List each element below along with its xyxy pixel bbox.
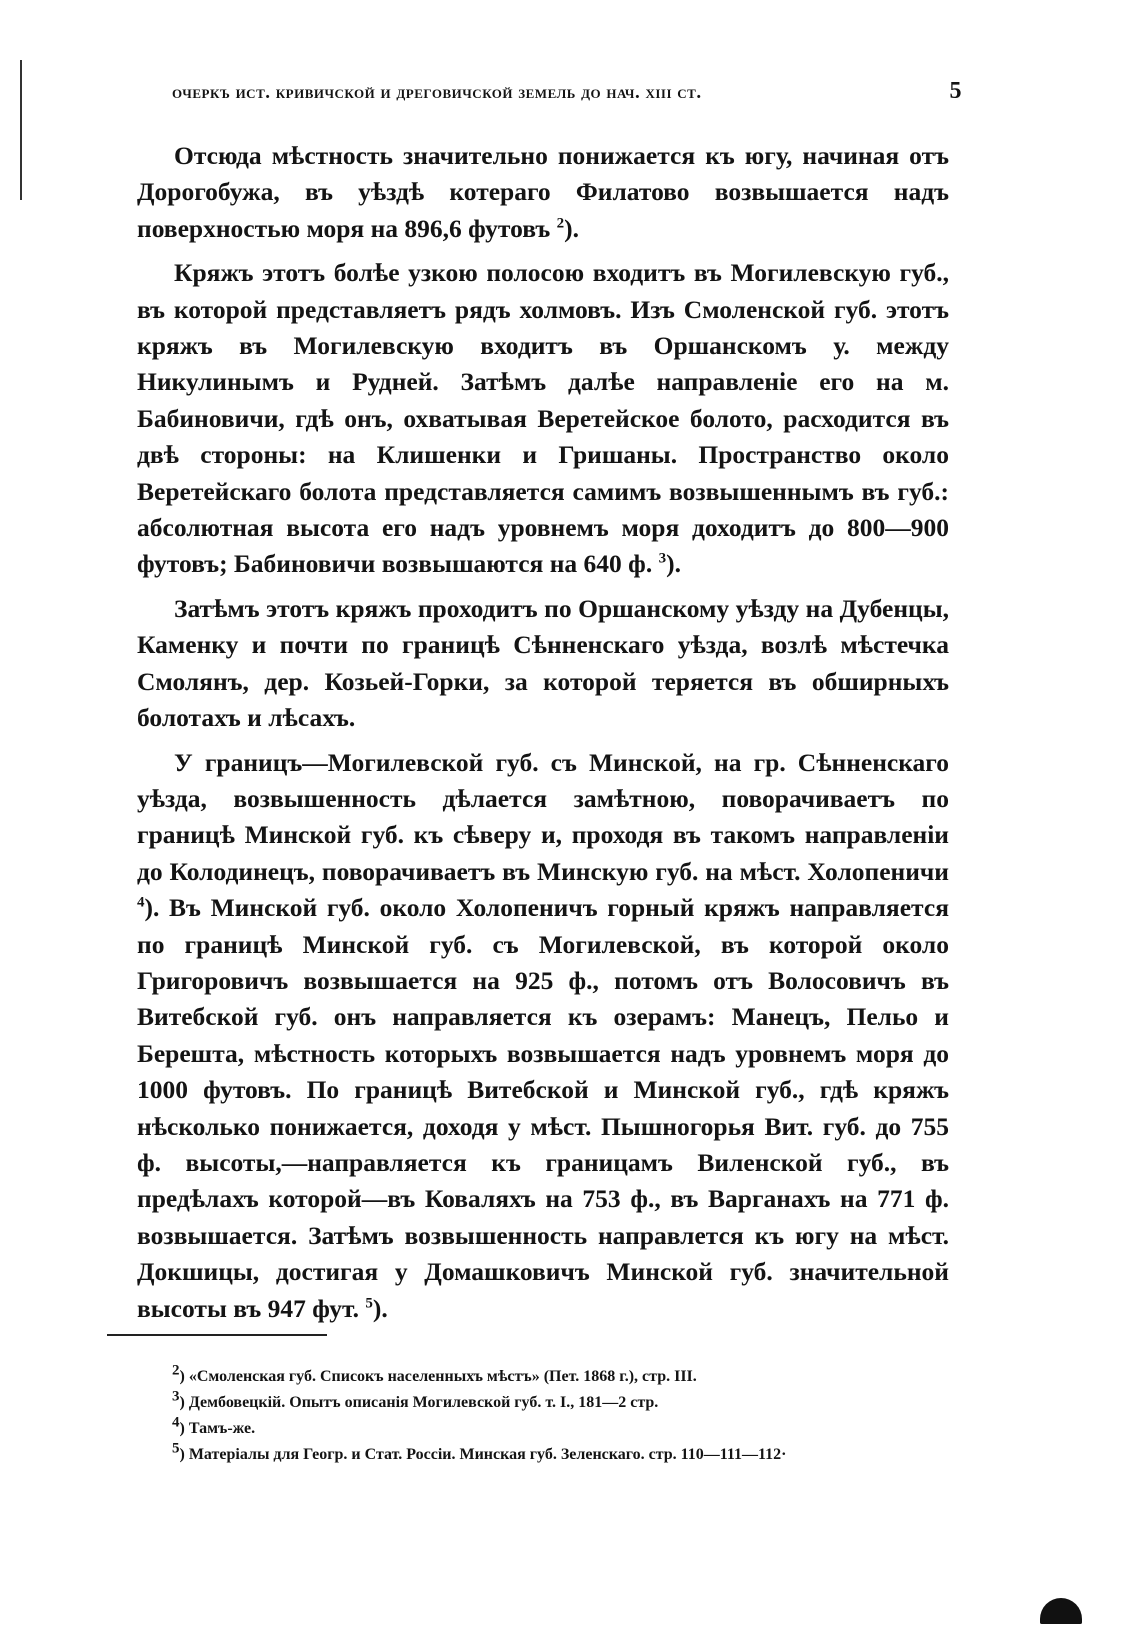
footnote-ref: 4 [137,894,145,911]
footnote-divider [107,1334,327,1336]
paragraph-text: ). [666,549,681,579]
footnote [172,1390,952,1416]
page-number: 5 [949,78,962,104]
scan-edge-mark [20,60,22,200]
paragraph-text: Затѣмъ этотъ кряжъ проходитъ по Оршанскому уѣзду на Дубенцы, Каменку и почти по границѣ Сѣнненскаго уѣзда, возлѣ мѣстечка Смолянъ, дер. Козьей-Горки, за которой теряется въ обширныхъ болотахъ и лѣсахъ. [137,593,949,733]
footnote-text: ) Матеріалы для Геогр. и Стат. Россіи. Минская губ. Зеленскаго. стр. 110—111—112· [179,1446,787,1463]
paragraph [137,745,949,1328]
paragraph [137,255,949,583]
footnotes [172,1364,952,1468]
page-header [172,78,962,104]
paragraph [137,138,949,247]
paragraph-text: ). [564,213,579,243]
ink-blot [1040,1598,1082,1624]
footnote-ref: 5 [365,1295,373,1312]
footnote-ref: 3 [658,550,667,567]
footnote-mark: 4 [172,1414,180,1431]
paragraph [137,591,949,737]
paragraph-text: ). Въ Минской губ. около Холопеничъ горный кряжъ направляется по границѣ Минской губ. съ Могилевской, въ которой около Григоровичъ возвышается на 925 ф., потомъ отъ Волосовичъ въ Витебской губ. онъ направляется къ озерамъ: Манецъ, Пельо и Берешта, мѣстность которыхъ возвышается надъ уровнемъ моря до 1000 футовъ. По границѣ Витебской и Минской губ., гдѣ кряжъ нѣсколько понижается, доходя у мѣст. Пышногорья Вит. губ. до 755 ф. высоты,—направляется къ границамъ Виленской губ., въ предѣлахъ которой—въ Коваляхъ на 753 ф., въ Варганахъ на 771 ф. возвышается. Затѣмъ возвышенность направлется къ югу на мѣст. Докшицы, достигая у Домашковичъ Минской губ. значительной высоты въ 947 фут. [137,893,949,1323]
footnote-ref: 2 [556,215,565,232]
paragraph-text: У границъ—Могилевской губ. съ Минской, на гр. Сѣнненскаго уѣзда, возвышенность дѣлается замѣтною, поворачиваетъ по границѣ Минской губ. къ сѣверу и, проходя въ такомъ направленіи до Колодинецъ, поворачиваетъ въ Минскую губ. на мѣст. Холопеничи [137,747,949,886]
footnote-text: ) Тамъ-же. [179,1420,256,1437]
paragraph-text: Отсюда мѣстность значительно понижается къ югу, начиная отъ Дорогобужа, въ уѣздѣ котераго Филатово возвышается надъ поверхностью моря на 896,6 футовъ [137,141,949,243]
footnote [172,1416,952,1442]
footnote-mark: 2 [172,1362,180,1379]
footnote [172,1364,952,1390]
footnote-text: ) Дембовецкій. Опытъ описанія Могилевской губ. т. I., 181—2 стр. [179,1394,659,1411]
body-text [137,138,949,1335]
footnote-mark: 3 [172,1388,180,1405]
paragraph-text: ). [372,1293,388,1323]
paragraph-text: Кряжъ этотъ болѣе узкою полосою входитъ въ Могилевскую губ., въ которой представляетъ рядъ холмовъ. Изъ Смоленской губ. этотъ кряжъ въ Могилевскую входитъ въ Оршанскомъ у. между Никулинымъ и Рудней. Затѣмъ далѣе направленіе его на м. Бабиновичи, гдѣ онъ, охватывая Веретейское болото, расходится въ двѣ стороны: на Клишенки и Гришаны. Пространство около Веретейскаго болота представляется самимъ возвышеннымъ въ губ.: абсолютная высота его надъ уровнемъ моря доходитъ до 800—900 футовъ; Бабиновичи возвышаются на 640 ф. [137,258,949,579]
footnote-text: ) «Смоленская губ. Списокъ населенныхъ мѣстъ» (Пет. 1868 г.), стр. III. [179,1368,697,1385]
running-title: очеркъ ист. кривичской и дреговичской земель до нач. xiii ст. [172,82,702,103]
footnote [172,1442,952,1468]
footnote-mark: 5 [172,1440,180,1457]
